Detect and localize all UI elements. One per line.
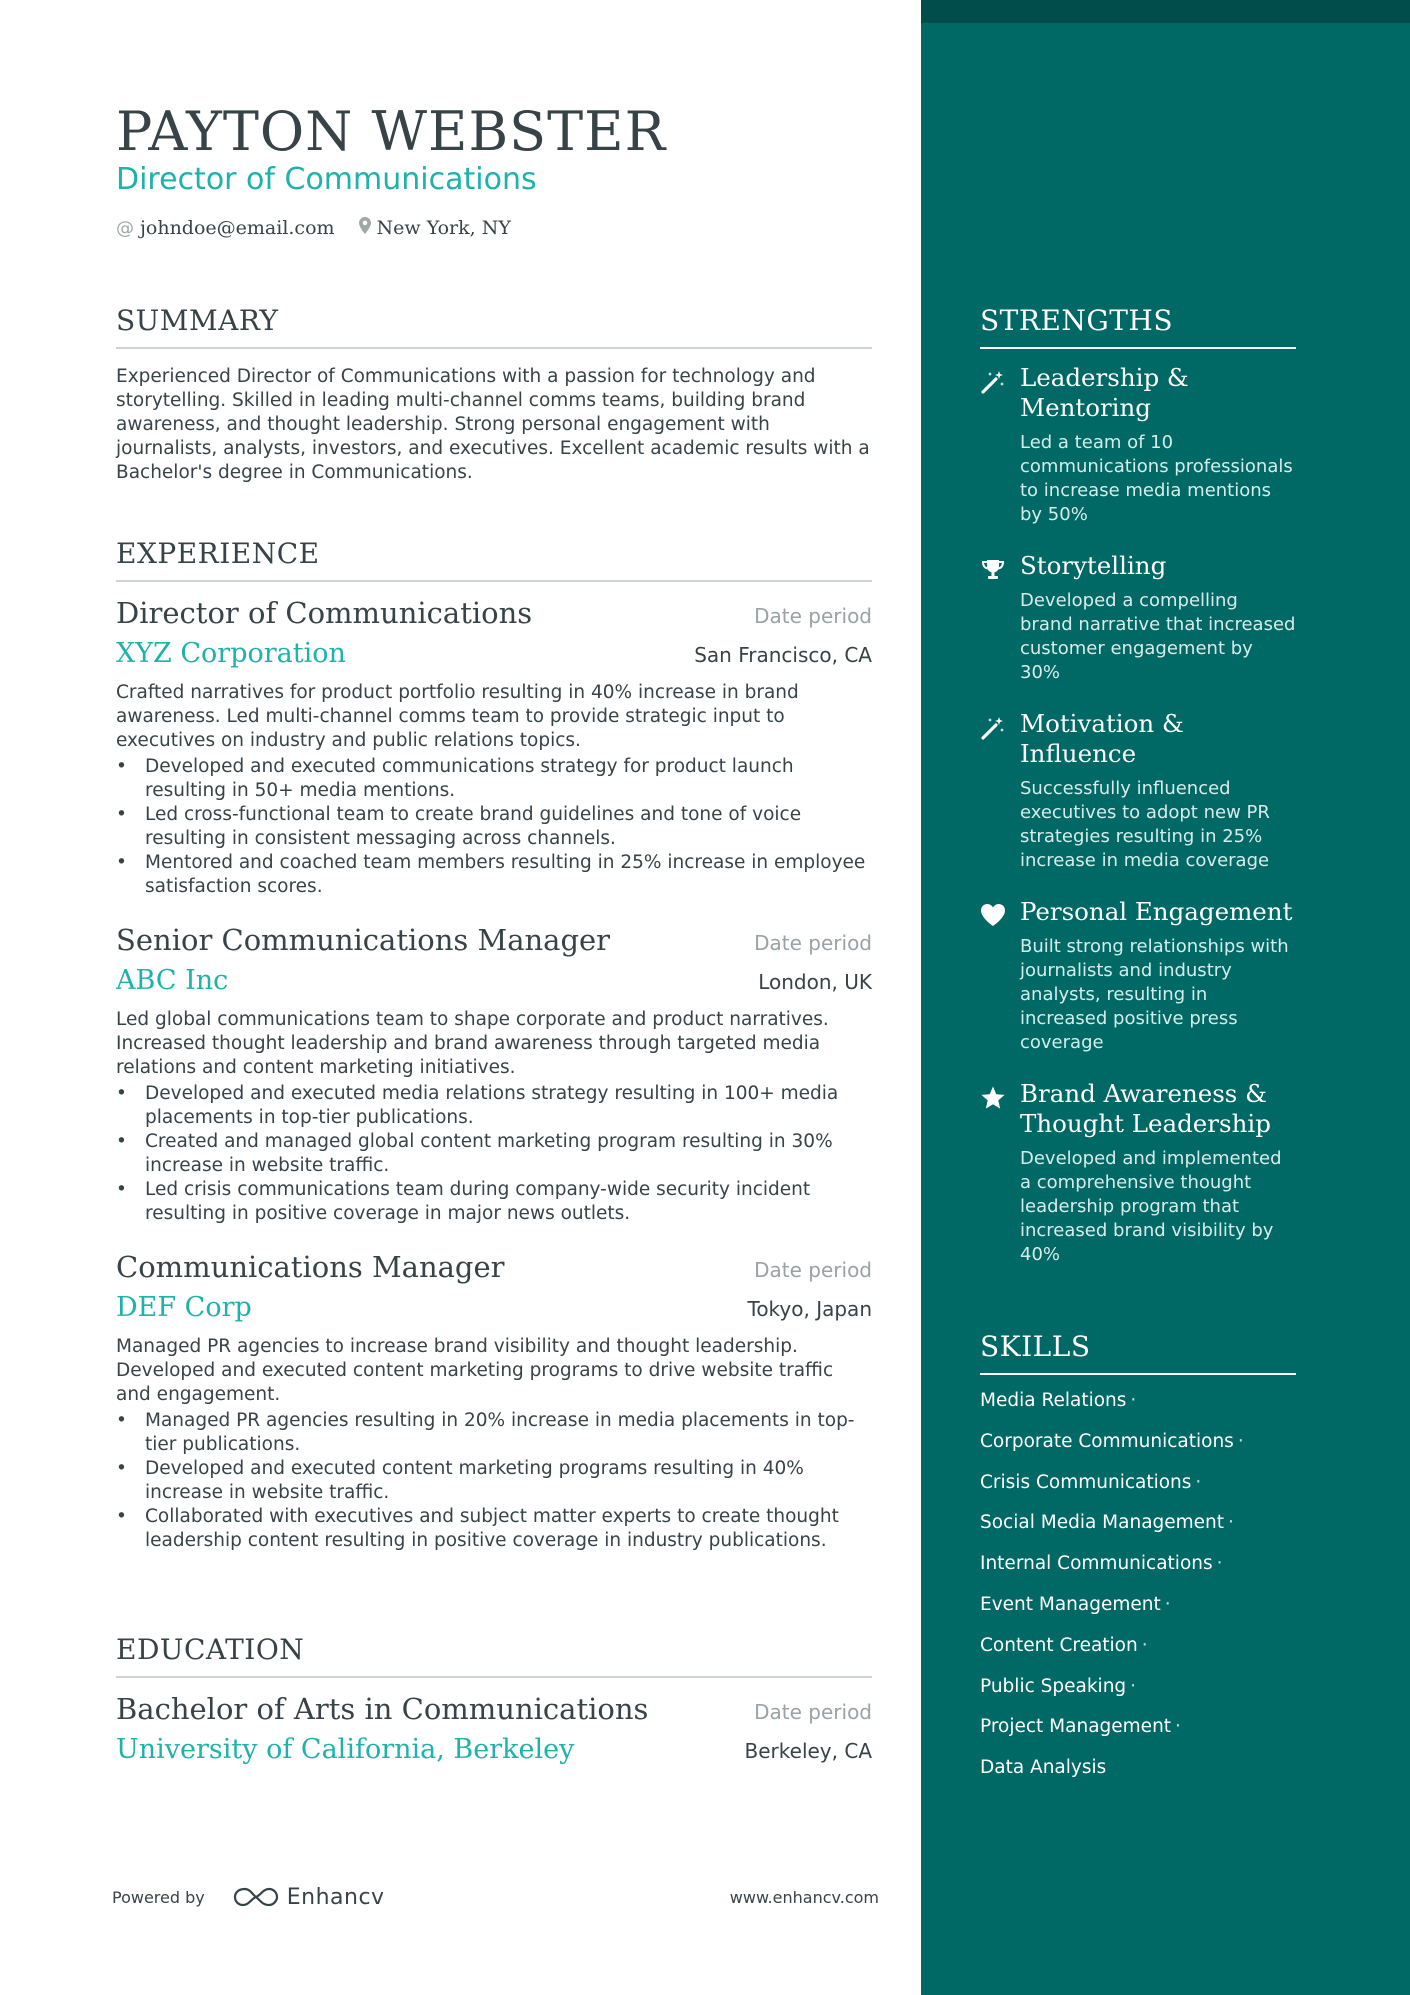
strength-description: Built strong relationships with journalists and industry analysts, resulting in increased positive press coverage <box>1020 936 1289 1053</box>
skill-separator: · <box>1228 1512 1234 1534</box>
candidate-role: Director of Communications <box>116 162 537 197</box>
job-company: DEF Corp <box>116 1292 252 1323</box>
job-bullet: • Led cross-functional team to create brand guidelines and tone of voice resulting in consistent messaging across channels. <box>116 803 872 851</box>
skill-label: Project Management <box>980 1716 1172 1738</box>
skill-label: Data Analysis <box>980 1757 1107 1779</box>
experience-divider <box>116 580 872 582</box>
education-section <box>116 1633 872 1765</box>
skill-label: Internal Communications <box>980 1553 1213 1575</box>
education-date: Date period <box>754 1700 872 1724</box>
sidebar-top-bar <box>921 0 1410 23</box>
strength-title: Motivation & Influence <box>1020 709 1184 768</box>
skill-separator: · <box>1130 1675 1137 1697</box>
job-date: Date period <box>754 604 872 628</box>
powered-by <box>112 1885 385 1910</box>
location-text: New York, NY <box>376 217 511 239</box>
website-link[interactable]: www.enhancv.com <box>729 1887 879 1907</box>
enhancv-logo[interactable] <box>233 1885 385 1910</box>
job-company: ABC Inc <box>116 965 229 996</box>
job-description: Led global communications team to shape corporate and product narratives. Increased thought leadership and brand awareness through targeted media relations and content marketing initiatives. <box>116 1009 829 1078</box>
job-bullet: • Developed and executed communications strategy for product launch resulting in 50+ media mentions. <box>116 755 872 803</box>
job-entry <box>116 923 872 1226</box>
job-location: San Francisco, CA <box>694 643 872 667</box>
education-heading: EDUCATION <box>116 1633 305 1666</box>
summary-section <box>116 304 872 485</box>
job-description: Managed PR agencies to increase brand visibility and thought leadership. Developed and executed content marketing programs to drive website traffic and engagement. <box>116 1336 834 1405</box>
location-item <box>359 217 511 239</box>
skill-separator: · <box>1216 1553 1223 1575</box>
strength-description: Led a team of 10 communications professionals to increase media mentions by 50% <box>1020 432 1293 525</box>
summary-heading: SUMMARY <box>116 304 279 337</box>
job-title: Communications Manager <box>116 1250 505 1284</box>
job-bullet: • Led crisis communications team during company-wide security incident resulting in positive coverage in major news outlets. <box>116 1178 872 1226</box>
job-location: Tokyo, Japan <box>747 1297 872 1321</box>
job-bullets <box>116 755 872 899</box>
strength-item <box>980 709 1296 873</box>
summary-divider <box>116 347 872 349</box>
strength-description: Developed a compelling brand narrative that increased customer engagement by 30% <box>1020 590 1296 683</box>
skill-separator: · <box>1237 1430 1244 1452</box>
skill-label: Content Creation <box>980 1634 1138 1656</box>
strength-title: Brand Awareness & Thought Leadership <box>1020 1079 1271 1138</box>
strengths-divider <box>980 347 1296 349</box>
job-bullet: • Mentored and coached team members resulting in 25% increase in employee satisfaction scores. <box>116 851 872 899</box>
job-date: Date period <box>754 1258 872 1282</box>
skill-label: Corporate Communications <box>980 1430 1234 1452</box>
strength-item <box>980 363 1296 527</box>
job-date: Date period <box>754 931 872 955</box>
skills-list <box>980 1389 1296 1780</box>
skill-item <box>980 1715 1296 1739</box>
enhancv-brand-text: Enhancv <box>286 1884 385 1910</box>
job-bullet: • Created and managed global content marketing program resulting in 30% increase in website traffic. <box>116 1130 872 1178</box>
skill-item <box>980 1511 1296 1535</box>
job-bullet: • Developed and executed content marketing programs resulting in 40% increase in website traffic. <box>116 1457 872 1505</box>
skill-separator: · <box>1175 1716 1181 1738</box>
magic-wand-icon <box>980 715 1006 873</box>
email-text: johndoe@email.com <box>140 217 335 239</box>
contact-info <box>116 217 535 239</box>
strength-description: Developed and implemented a comprehensive thought leadership program that increased brand visibility by 40% <box>1020 1148 1282 1265</box>
skill-separator: · <box>1141 1634 1148 1656</box>
skill-separator: · <box>1130 1390 1137 1411</box>
job-entry <box>116 596 872 899</box>
skill-item <box>980 1756 1296 1780</box>
strength-title: Storytelling <box>1020 551 1167 580</box>
job-company: XYZ Corporation <box>116 638 346 669</box>
experience-heading: EXPERIENCE <box>116 537 320 570</box>
skill-item <box>980 1675 1296 1699</box>
skill-separator: · <box>1164 1593 1171 1615</box>
skill-label: Crisis Communications <box>980 1471 1192 1493</box>
education-divider <box>116 1676 872 1678</box>
skill-label: Social Media Management <box>980 1512 1225 1534</box>
skill-item <box>980 1430 1296 1454</box>
enhancv-logo-icon <box>233 1886 279 1908</box>
summary-text: Experienced Director of Communications with a passion for technology and storytelling. Skilled in leading multi-channel comms teams, building brand awareness, and thought leadership. Strong personal engagement with journalists, analysts, investors, and executives. Excellent academic results with a Bachelor's degree in Communications. <box>116 366 870 483</box>
skill-label: Public Speaking <box>980 1675 1127 1697</box>
degree-title: Bachelor of Arts in Communications <box>116 1692 649 1726</box>
at-icon: @ <box>116 217 134 239</box>
experience-section <box>116 537 872 1553</box>
trophy-icon <box>980 557 1006 685</box>
skills-heading: SKILLS <box>980 1330 1091 1363</box>
strength-item <box>980 551 1296 685</box>
map-pin-icon <box>359 217 371 239</box>
strength-item <box>980 1079 1296 1267</box>
job-bullets <box>116 1409 872 1553</box>
skill-label: Media Relations <box>980 1390 1127 1411</box>
heart-icon <box>980 903 1006 1055</box>
email-item[interactable] <box>116 217 335 239</box>
skill-label: Event Management <box>980 1593 1161 1615</box>
skill-item <box>980 1552 1296 1576</box>
skill-item <box>980 1634 1296 1658</box>
job-title: Senior Communications Manager <box>116 923 611 957</box>
strength-description: Successfully influenced executives to adopt new PR strategies resulting in 25% increase in media coverage <box>1020 778 1270 871</box>
skill-item <box>980 1471 1296 1495</box>
strength-title: Leadership & Mentoring <box>1020 363 1189 422</box>
magic-wand-icon <box>980 369 1006 527</box>
sidebar <box>921 0 1410 1995</box>
job-bullets <box>116 1082 872 1226</box>
footer <box>112 1882 879 1912</box>
job-bullet: • Managed PR agencies resulting in 20% increase in media placements in top-tier publications. <box>116 1409 872 1457</box>
powered-by-label: Powered by <box>112 1887 205 1907</box>
skills-divider <box>980 1373 1296 1375</box>
school-name: University of California, Berkeley <box>116 1734 575 1765</box>
skill-separator: · <box>1195 1471 1202 1493</box>
skills-section <box>980 1330 1296 1797</box>
strength-item <box>980 897 1296 1055</box>
job-description: Crafted narratives for product portfolio resulting in 40% increase in brand awareness. Led multi-channel comms team to provide strategic input to executives on industry and public relations topics. <box>116 682 799 751</box>
job-location: London, UK <box>758 970 872 994</box>
job-title: Director of Communications <box>116 596 533 630</box>
strength-title: Personal Engagement <box>1020 897 1293 926</box>
job-bullet: • Collaborated with executives and subject matter experts to create thought leadership content resulting in positive coverage in industry publications. <box>116 1505 872 1553</box>
skill-item <box>980 1389 1296 1413</box>
star-icon <box>980 1085 1006 1267</box>
strengths-section <box>980 304 1296 1267</box>
job-entry <box>116 1250 872 1553</box>
school-location: Berkeley, CA <box>744 1739 872 1763</box>
strengths-heading: STRENGTHS <box>980 304 1174 337</box>
candidate-name: PAYTON WEBSTER <box>116 100 667 163</box>
education-entry <box>116 1692 872 1765</box>
job-bullet: • Developed and executed media relations strategy resulting in 100+ media placements in top-tier publications. <box>116 1082 872 1130</box>
skill-item <box>980 1593 1296 1617</box>
